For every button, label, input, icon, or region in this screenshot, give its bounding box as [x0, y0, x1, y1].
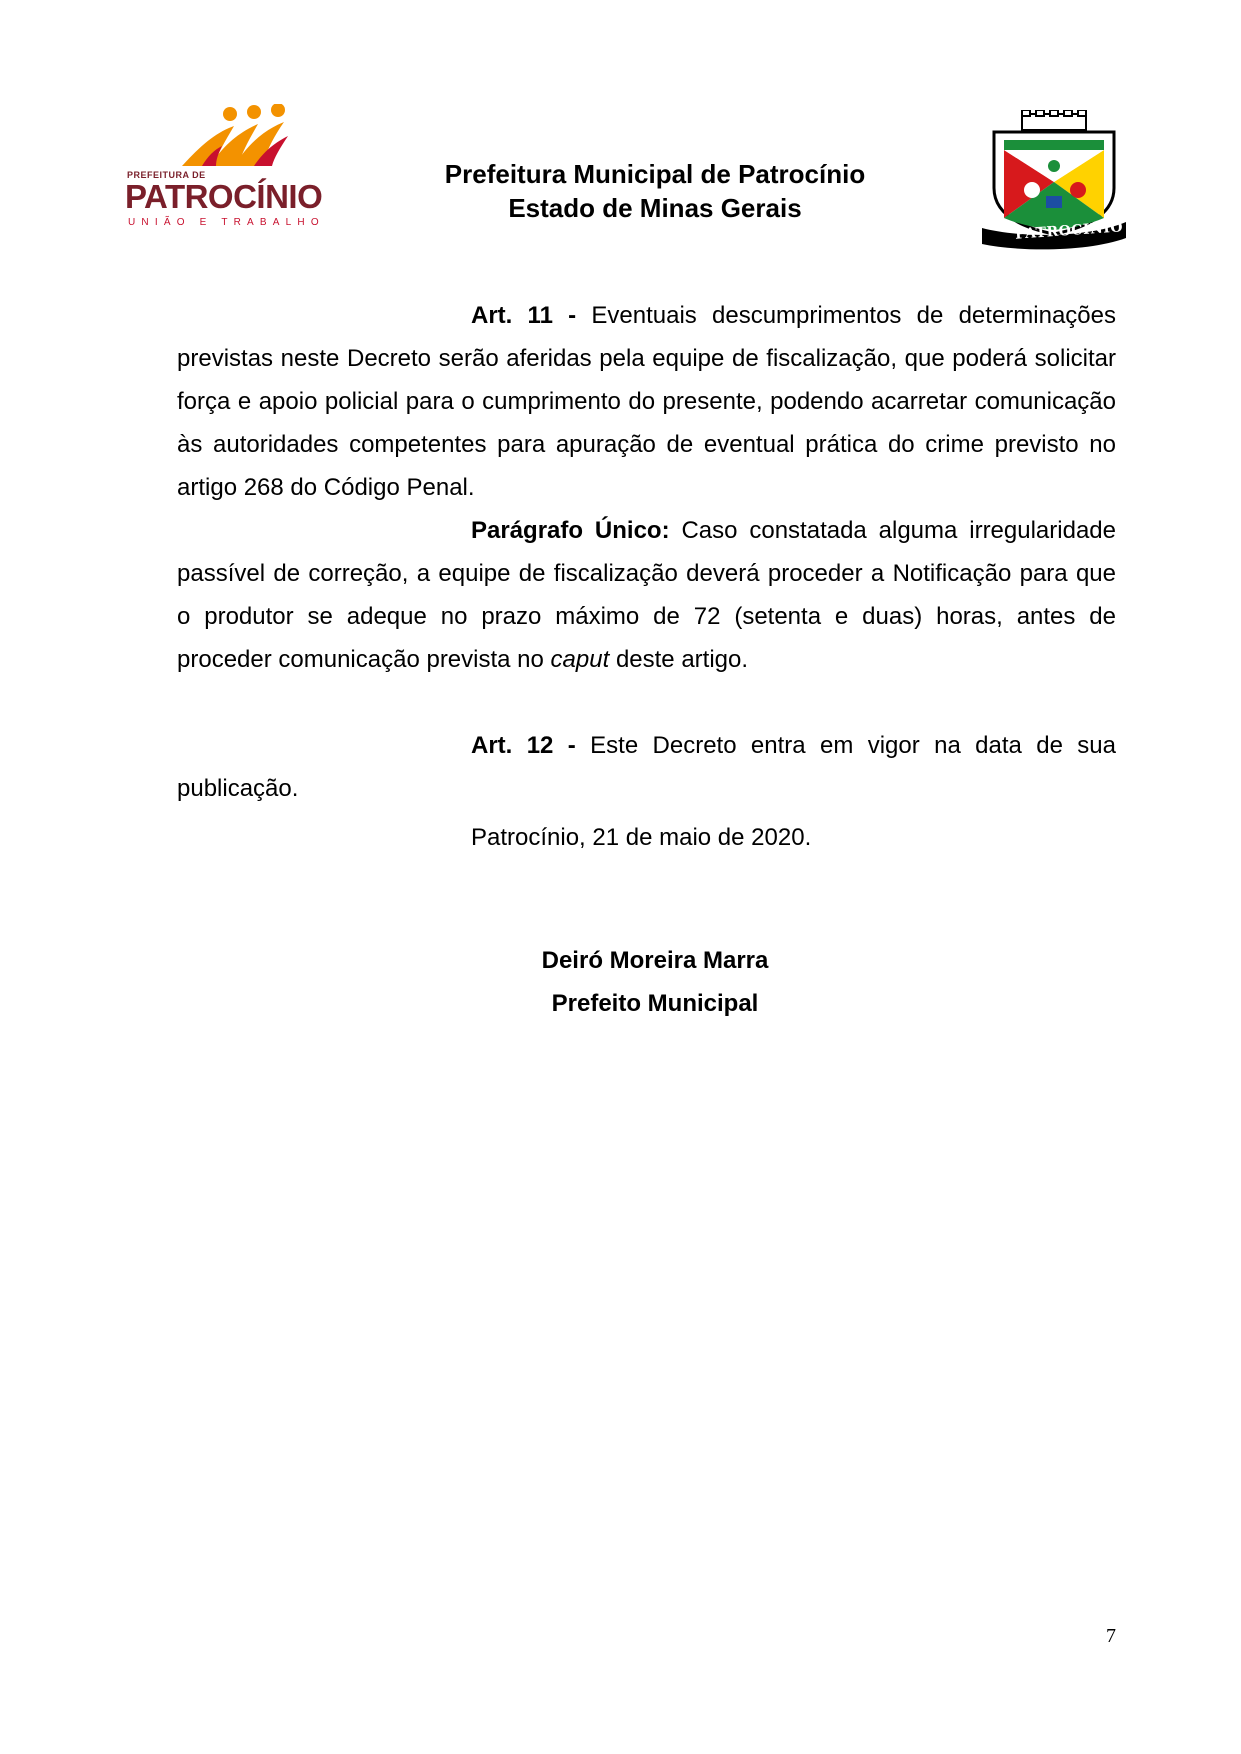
article-11-text: Eventuais descumprimentos de determinações previstas neste Decreto serão aferidas pela equipe de fiscalização, que poderá solicitar força e apoio policial para o cumprimento do presente, podendo acarretar comunicação às autoridades competentes para apuração de eventual prática do crime previsto no artigo 268 do Código Penal. [177, 302, 1116, 501]
article-11-label: Art. 11 - [471, 302, 577, 329]
header-title-line1: Prefeitura Municipal de Patrocínio [444, 159, 866, 189]
prefeitura-logo [122, 104, 352, 234]
logo-name: PATROCÍNIO [125, 178, 323, 215]
document-body [177, 294, 1116, 810]
signature-role: Prefeito Municipal [551, 990, 759, 1017]
paragraph-unico [177, 509, 1116, 681]
paragraph-unico-italic: caput [550, 646, 610, 673]
coat-of-arms-icon [980, 110, 1128, 255]
logo-motto: UNIÃO E TRABALHO [128, 217, 325, 228]
header-title [340, 157, 970, 225]
signature-block [340, 939, 970, 1025]
header-title-line2: Estado de Minas Gerais [508, 193, 802, 223]
logo-prefix: PREFEITURA DE [127, 170, 206, 180]
article-11 [177, 294, 1116, 509]
date-line: Patrocínio, 21 de maio de 2020. [471, 824, 812, 851]
coat-banner-text: PATROCINIO [1014, 219, 1124, 243]
paragraph-unico-text-end: deste artigo. [615, 646, 749, 673]
paragraph-unico-text: Caso constatada alguma irregularidade passível de correção, a equipe de fiscalização deverá proceder a Notificação para que o produtor se adeque no prazo máximo de 72 (setenta e duas) horas, antes de proceder comunicação prevista no [177, 517, 1116, 673]
people-figures-icon [122, 104, 352, 179]
article-12-label: Art. 12 - [471, 732, 576, 759]
article-12 [177, 724, 1116, 810]
article-12-text: Este Decreto entra em vigor na data de sua publicação. [177, 732, 1117, 802]
paragraph-unico-label: Parágrafo Único: [471, 517, 670, 544]
signature-name: Deiró Moreira Marra [541, 947, 769, 974]
page-number: 7 [1106, 1625, 1116, 1647]
